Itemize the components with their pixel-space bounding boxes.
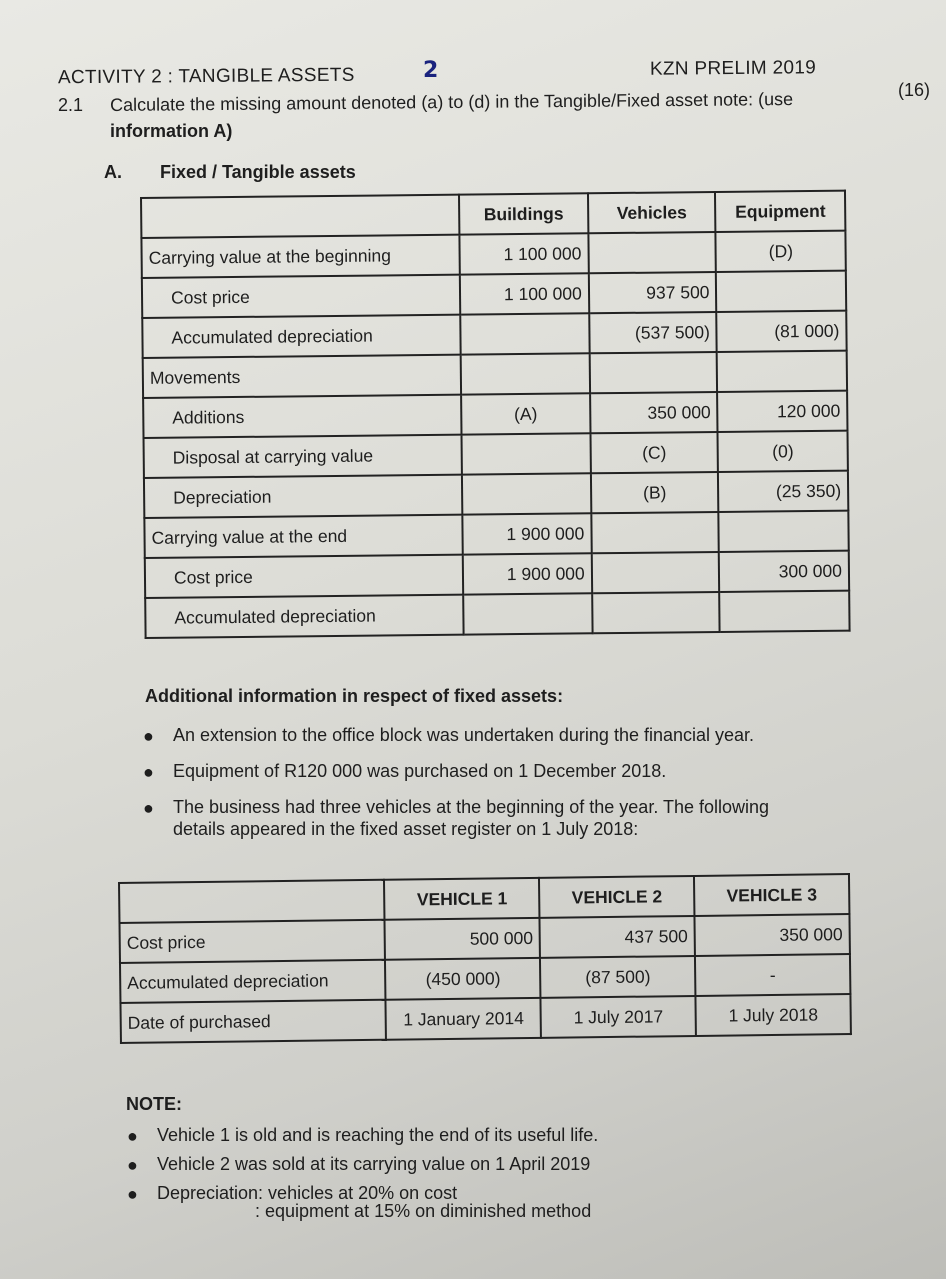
cell-vehicle-3: 350 000 xyxy=(695,914,850,956)
cell-vehicles: (B) xyxy=(591,472,719,513)
row-label: Movements xyxy=(143,355,462,398)
vehicle-register-table xyxy=(118,873,852,1044)
header-cell-equipment: Equipment xyxy=(715,191,845,232)
header-cell-blank xyxy=(141,195,460,238)
cell-vehicles xyxy=(592,552,720,593)
table-row xyxy=(120,994,850,1043)
bullet-icon: ● xyxy=(127,1155,138,1175)
bullet-icon: ● xyxy=(127,1126,138,1146)
list-item-text-continued: details appeared in the fixed asset register on 1 July 2018: xyxy=(173,819,639,839)
question-text: Calculate the missing amount denoted (a) to (d) in the Tangible/Fixed asset note: (use xyxy=(110,89,794,115)
list-item xyxy=(127,1124,877,1146)
cell-vehicle-3: 1 July 2018 xyxy=(696,994,851,1036)
list-item-text: Equipment of R120 000 was purchased on 1 December 2018. xyxy=(173,761,667,781)
row-label: Disposal at carrying value xyxy=(144,435,463,478)
row-label: Cost price xyxy=(145,555,464,598)
cell-vehicles xyxy=(588,232,716,273)
header-cell-vehicle-1: VEHICLE 1 xyxy=(384,878,539,920)
cell-vehicle-1: (450 000) xyxy=(385,958,540,1000)
list-item-text: Vehicle 1 is old and is reaching the end of its useful life. xyxy=(157,1125,599,1145)
cell-vehicles xyxy=(591,512,719,553)
list-item xyxy=(127,1153,877,1175)
cell-buildings xyxy=(462,473,591,514)
fixed-asset-table xyxy=(140,190,851,639)
cell-vehicle-2: 437 500 xyxy=(540,916,695,958)
handwritten-mark: 2 xyxy=(423,58,439,83)
cell-vehicles xyxy=(592,592,720,633)
header-cell-vehicle-2: VEHICLE 2 xyxy=(539,876,694,918)
section-letter: A. xyxy=(104,162,122,182)
note-title: NOTE: xyxy=(126,1094,182,1114)
question-marks: (16) xyxy=(898,80,931,100)
additional-info-list xyxy=(143,724,893,854)
header-cell-vehicles: Vehicles xyxy=(588,192,716,233)
header-cell-vehicle-3: VEHICLE 3 xyxy=(694,874,849,916)
cell-buildings xyxy=(460,313,589,354)
bullet-icon: ● xyxy=(127,1184,138,1204)
cell-buildings: 1 100 000 xyxy=(460,273,589,314)
note-continuation: : equipment at 15% on diminished method xyxy=(255,1201,592,1221)
question-text-continued: information A) xyxy=(110,121,233,141)
cell-vehicle-1: 500 000 xyxy=(385,918,540,960)
cell-vehicles: 937 500 xyxy=(589,272,717,313)
cell-buildings: (A) xyxy=(461,393,590,434)
cell-equipment: (0) xyxy=(718,431,848,472)
cell-vehicle-3: - xyxy=(695,954,850,996)
row-label: Depreciation xyxy=(144,475,463,518)
cell-buildings: 1 100 000 xyxy=(460,233,589,274)
cell-buildings xyxy=(461,353,590,394)
cell-equipment xyxy=(719,511,849,552)
cell-vehicles: (C) xyxy=(590,432,718,473)
list-item-text: Vehicle 2 was sold at its carrying value on 1 April 2019 xyxy=(157,1154,591,1174)
cell-equipment: (D) xyxy=(716,231,846,272)
exam-label: KZN PRELIM 2019 xyxy=(649,57,817,80)
row-label: Additions xyxy=(143,395,462,438)
section-title: Fixed / Tangible assets xyxy=(160,162,356,182)
cell-buildings: 1 900 000 xyxy=(463,553,592,594)
row-label: Cost price xyxy=(120,920,386,963)
row-label: Carrying value at the beginning xyxy=(141,235,460,278)
row-label: Accumulated depreciation xyxy=(120,960,386,1003)
cell-buildings: 1 900 000 xyxy=(463,513,592,554)
cell-equipment: 120 000 xyxy=(718,391,848,432)
cell-vehicle-2: (87 500) xyxy=(540,956,695,998)
note-list xyxy=(127,1124,877,1211)
cell-buildings xyxy=(462,433,591,474)
list-item xyxy=(143,796,893,840)
cell-equipment xyxy=(717,351,847,392)
activity-title: ACTIVITY 2 : TANGIBLE ASSETS xyxy=(57,64,355,89)
bullet-icon: ● xyxy=(143,762,154,782)
row-label: Carrying value at the end xyxy=(144,515,463,558)
list-item xyxy=(143,724,893,746)
additional-info-title: Additional information in respect of fixed assets: xyxy=(145,686,564,706)
cell-vehicles: 350 000 xyxy=(590,392,718,433)
bullet-icon: ● xyxy=(143,798,154,818)
cell-equipment: (81 000) xyxy=(717,311,847,352)
cell-vehicle-1: 1 January 2014 xyxy=(386,998,541,1040)
cell-equipment: 300 000 xyxy=(719,551,849,592)
cell-buildings xyxy=(463,593,592,634)
table-row xyxy=(145,591,849,638)
row-label: Date of purchased xyxy=(120,1000,386,1043)
list-item-text: An extension to the office block was undertaken during the financial year. xyxy=(173,725,755,745)
list-item-text: The business had three vehicles at the beginning of the year. The following xyxy=(173,797,770,817)
cell-vehicles xyxy=(589,352,717,393)
row-label: Accumulated depreciation xyxy=(142,315,461,358)
header-cell-buildings: Buildings xyxy=(459,193,588,234)
bullet-icon: ● xyxy=(143,726,154,746)
cell-vehicle-2: 1 July 2017 xyxy=(541,996,696,1038)
list-item-text: Depreciation: vehicles at 20% on cost xyxy=(157,1183,458,1203)
list-item xyxy=(143,760,893,782)
cell-equipment: (25 350) xyxy=(718,471,848,512)
header-cell-blank xyxy=(119,880,385,923)
row-label: Accumulated depreciation xyxy=(145,595,464,638)
cell-vehicles: (537 500) xyxy=(589,312,717,353)
cell-equipment xyxy=(716,271,846,312)
row-label: Cost price xyxy=(142,275,461,318)
cell-equipment xyxy=(720,591,850,632)
question-number: 2.1 xyxy=(58,95,84,115)
